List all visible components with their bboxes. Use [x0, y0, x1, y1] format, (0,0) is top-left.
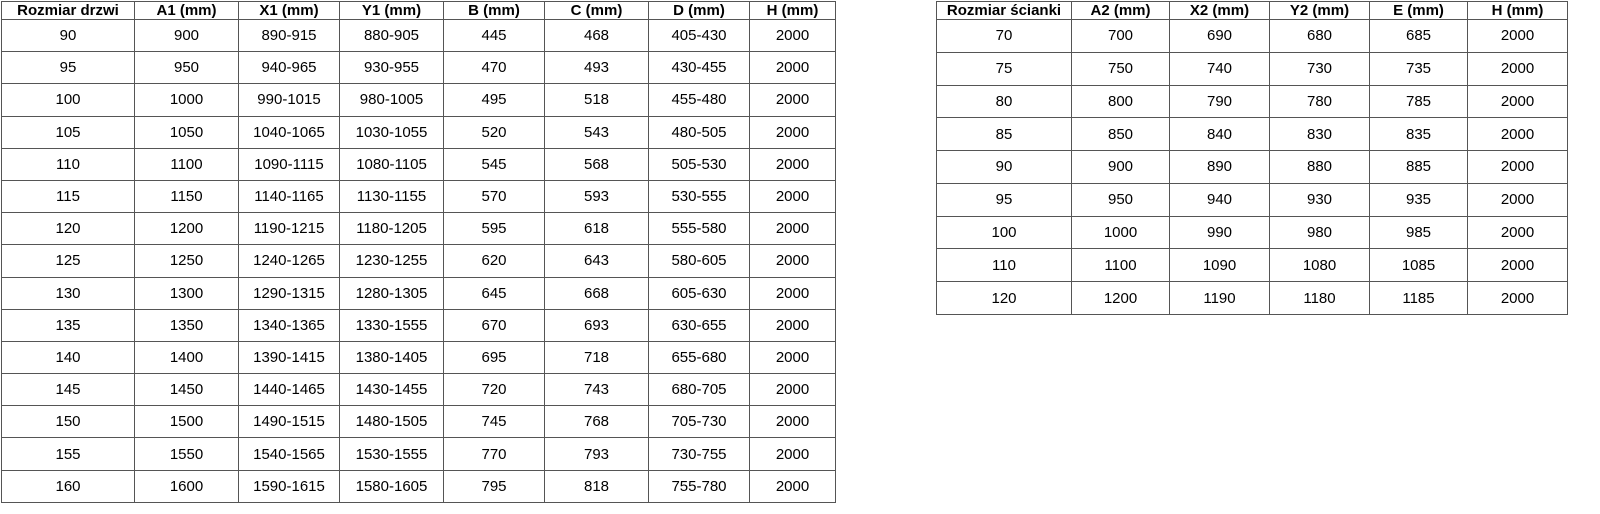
table-cell: 830 — [1270, 118, 1370, 151]
table-cell: 950 — [1072, 183, 1170, 216]
table-row — [2, 148, 836, 180]
table-cell: 718 — [545, 341, 649, 373]
table-cell: 2000 — [750, 406, 836, 438]
table-cell: 80 — [937, 85, 1072, 118]
table-cell: 85 — [937, 118, 1072, 151]
table-cell: 1430-1455 — [340, 374, 444, 406]
table-cell: 835 — [1370, 118, 1468, 151]
table-cell: 1190-1215 — [239, 213, 340, 245]
table-cell: 90 — [2, 20, 135, 52]
table-cell: 1090 — [1170, 249, 1270, 282]
table-cell: 605-630 — [649, 277, 750, 309]
table-cell: 840 — [1170, 118, 1270, 151]
table-cell: 2000 — [750, 245, 836, 277]
table-cell: 1240-1265 — [239, 245, 340, 277]
column-header: D (mm) — [649, 2, 750, 20]
table-cell: 2000 — [1468, 249, 1568, 282]
table-cell: 680-705 — [649, 374, 750, 406]
table-cell: 110 — [937, 249, 1072, 282]
table-cell: 2000 — [750, 277, 836, 309]
table-cell: 468 — [545, 20, 649, 52]
table-cell: 1140-1165 — [239, 180, 340, 212]
table-cell: 985 — [1370, 216, 1468, 249]
table-cell: 850 — [1072, 118, 1170, 151]
table-row — [2, 277, 836, 309]
table-row — [937, 249, 1568, 282]
table-cell: 1085 — [1370, 249, 1468, 282]
table-row — [937, 151, 1568, 184]
table-cell: 150 — [2, 406, 135, 438]
column-header: B (mm) — [444, 2, 545, 20]
table-cell: 930-955 — [340, 52, 444, 84]
column-header: H (mm) — [750, 2, 836, 20]
table-row — [2, 470, 836, 502]
table-cell: 1185 — [1370, 282, 1468, 315]
table-cell: 890-915 — [239, 20, 340, 52]
column-header: C (mm) — [545, 2, 649, 20]
table-cell: 495 — [444, 84, 545, 116]
table-cell: 493 — [545, 52, 649, 84]
table-cell: 2000 — [750, 470, 836, 502]
table-row — [2, 84, 836, 116]
table-header-row — [2, 2, 836, 20]
table-cell: 785 — [1370, 85, 1468, 118]
table-cell: 630-655 — [649, 309, 750, 341]
table-cell: 695 — [444, 341, 545, 373]
table-cell: 935 — [1370, 183, 1468, 216]
table-cell: 115 — [2, 180, 135, 212]
table-cell: 1580-1605 — [340, 470, 444, 502]
table-cell: 1250 — [135, 245, 239, 277]
table-cell: 1090-1115 — [239, 148, 340, 180]
table-row — [937, 20, 1568, 53]
table-cell: 105 — [2, 116, 135, 148]
table-cell: 755-780 — [649, 470, 750, 502]
table-cell: 655-680 — [649, 341, 750, 373]
column-header: A2 (mm) — [1072, 2, 1170, 20]
table-cell: 2000 — [750, 309, 836, 341]
table-cell: 1200 — [135, 213, 239, 245]
table-cell: 1350 — [135, 309, 239, 341]
table-cell: 2000 — [750, 341, 836, 373]
table-cell: 95 — [937, 183, 1072, 216]
table-cell: 793 — [545, 438, 649, 470]
table-cell: 1180-1205 — [340, 213, 444, 245]
table-cell: 940-965 — [239, 52, 340, 84]
table-cell: 705-730 — [649, 406, 750, 438]
table-row — [2, 309, 836, 341]
table-cell: 593 — [545, 180, 649, 212]
table-cell: 505-530 — [649, 148, 750, 180]
table-cell: 1500 — [135, 406, 239, 438]
table-row — [937, 85, 1568, 118]
table-cell: 570 — [444, 180, 545, 212]
table-cell: 2000 — [1468, 183, 1568, 216]
table-cell: 730 — [1270, 52, 1370, 85]
table-cell: 1280-1305 — [340, 277, 444, 309]
table-cell: 145 — [2, 374, 135, 406]
table-cell: 730-755 — [649, 438, 750, 470]
table-cell: 800 — [1072, 85, 1170, 118]
table-cell: 1130-1155 — [340, 180, 444, 212]
door-sizes-table-body — [2, 20, 836, 503]
table-row — [2, 52, 836, 84]
table-cell: 2000 — [1468, 118, 1568, 151]
table-cell: 1050 — [135, 116, 239, 148]
column-header: X1 (mm) — [239, 2, 340, 20]
table-cell: 1030-1055 — [340, 116, 444, 148]
table-cell: 1100 — [135, 148, 239, 180]
table-cell: 668 — [545, 277, 649, 309]
table-cell: 100 — [2, 84, 135, 116]
table-cell: 990-1015 — [239, 84, 340, 116]
table-cell: 1190 — [1170, 282, 1270, 315]
table-header-row — [937, 2, 1568, 20]
table-cell: 70 — [937, 20, 1072, 53]
table-cell: 780 — [1270, 85, 1370, 118]
table-cell: 1040-1065 — [239, 116, 340, 148]
table-cell: 2000 — [750, 52, 836, 84]
table-row — [2, 116, 836, 148]
column-header: H (mm) — [1468, 2, 1568, 20]
table-row — [937, 52, 1568, 85]
table-row — [937, 118, 1568, 151]
table-cell: 740 — [1170, 52, 1270, 85]
table-cell: 543 — [545, 116, 649, 148]
column-header: X2 (mm) — [1170, 2, 1270, 20]
table-cell: 930 — [1270, 183, 1370, 216]
table-cell: 155 — [2, 438, 135, 470]
table-cell: 768 — [545, 406, 649, 438]
table-row — [2, 438, 836, 470]
table-cell: 470 — [444, 52, 545, 84]
table-row — [937, 282, 1568, 315]
table-cell: 580-605 — [649, 245, 750, 277]
column-header: Rozmiar drzwi — [2, 2, 135, 20]
column-header: E (mm) — [1370, 2, 1468, 20]
column-header: A1 (mm) — [135, 2, 239, 20]
table-cell: 818 — [545, 470, 649, 502]
table-cell: 680 — [1270, 20, 1370, 53]
table-cell: 950 — [135, 52, 239, 84]
table-cell: 2000 — [750, 438, 836, 470]
table-row — [2, 406, 836, 438]
table-row — [937, 216, 1568, 249]
table-cell: 1450 — [135, 374, 239, 406]
table-cell: 1480-1505 — [340, 406, 444, 438]
column-header: Y2 (mm) — [1270, 2, 1370, 20]
wall-sizes-table — [936, 1, 1568, 315]
table-cell: 1180 — [1270, 282, 1370, 315]
table-cell: 620 — [444, 245, 545, 277]
table-cell: 980-1005 — [340, 84, 444, 116]
table-row — [937, 183, 1568, 216]
table-cell: 1440-1465 — [239, 374, 340, 406]
table-cell: 890 — [1170, 151, 1270, 184]
table-cell: 2000 — [1468, 52, 1568, 85]
table-cell: 1290-1315 — [239, 277, 340, 309]
table-cell: 90 — [937, 151, 1072, 184]
table-cell: 618 — [545, 213, 649, 245]
table-cell: 568 — [545, 148, 649, 180]
table-cell: 1150 — [135, 180, 239, 212]
table-cell: 140 — [2, 341, 135, 373]
table-cell: 2000 — [750, 148, 836, 180]
table-cell: 980 — [1270, 216, 1370, 249]
table-cell: 990 — [1170, 216, 1270, 249]
table-cell: 1230-1255 — [340, 245, 444, 277]
table-cell: 643 — [545, 245, 649, 277]
table-cell: 2000 — [750, 116, 836, 148]
column-header: Rozmiar ścianki — [937, 2, 1072, 20]
table-cell: 2000 — [750, 180, 836, 212]
table-cell: 480-505 — [649, 116, 750, 148]
table-cell: 645 — [444, 277, 545, 309]
table-cell: 1530-1555 — [340, 438, 444, 470]
table-cell: 1550 — [135, 438, 239, 470]
table-cell: 100 — [937, 216, 1072, 249]
table-cell: 595 — [444, 213, 545, 245]
table-cell: 720 — [444, 374, 545, 406]
table-cell: 2000 — [1468, 20, 1568, 53]
table-cell: 880-905 — [340, 20, 444, 52]
table-cell: 750 — [1072, 52, 1170, 85]
table-cell: 1540-1565 — [239, 438, 340, 470]
table-cell: 160 — [2, 470, 135, 502]
table-cell: 1400 — [135, 341, 239, 373]
table-cell: 520 — [444, 116, 545, 148]
table-cell: 110 — [2, 148, 135, 180]
table-cell: 2000 — [750, 84, 836, 116]
wall-sizes-table-body — [937, 20, 1568, 315]
table-cell: 2000 — [750, 374, 836, 406]
table-cell: 690 — [1170, 20, 1270, 53]
table-cell: 125 — [2, 245, 135, 277]
table-cell: 1340-1365 — [239, 309, 340, 341]
table-cell: 2000 — [1468, 85, 1568, 118]
table-cell: 900 — [1072, 151, 1170, 184]
table-cell: 430-455 — [649, 52, 750, 84]
table-cell: 455-480 — [649, 84, 750, 116]
table-cell: 1080 — [1270, 249, 1370, 282]
table-cell: 1100 — [1072, 249, 1170, 282]
door-sizes-table-header — [2, 2, 836, 20]
table-cell: 1200 — [1072, 282, 1170, 315]
table-cell: 880 — [1270, 151, 1370, 184]
table-row — [2, 341, 836, 373]
table-cell: 518 — [545, 84, 649, 116]
table-cell: 900 — [135, 20, 239, 52]
table-cell: 1000 — [135, 84, 239, 116]
column-header: Y1 (mm) — [340, 2, 444, 20]
table-cell: 2000 — [1468, 151, 1568, 184]
table-cell: 1000 — [1072, 216, 1170, 249]
table-cell: 745 — [444, 406, 545, 438]
table-cell: 1390-1415 — [239, 341, 340, 373]
table-cell: 940 — [1170, 183, 1270, 216]
table-cell: 555-580 — [649, 213, 750, 245]
table-cell: 743 — [545, 374, 649, 406]
table-cell: 120 — [2, 213, 135, 245]
table-cell: 885 — [1370, 151, 1468, 184]
table-cell: 2000 — [750, 213, 836, 245]
table-cell: 530-555 — [649, 180, 750, 212]
table-cell: 1300 — [135, 277, 239, 309]
table-row — [2, 374, 836, 406]
table-cell: 1080-1105 — [340, 148, 444, 180]
table-cell: 405-430 — [649, 20, 750, 52]
table-cell: 670 — [444, 309, 545, 341]
table-cell: 790 — [1170, 85, 1270, 118]
table-cell: 95 — [2, 52, 135, 84]
table-row — [2, 213, 836, 245]
table-cell: 1330-1555 — [340, 309, 444, 341]
table-cell: 445 — [444, 20, 545, 52]
table-cell: 2000 — [1468, 216, 1568, 249]
table-cell: 693 — [545, 309, 649, 341]
table-cell: 2000 — [1468, 282, 1568, 315]
table-cell: 1600 — [135, 470, 239, 502]
table-row — [2, 245, 836, 277]
table-cell: 1490-1515 — [239, 406, 340, 438]
table-row — [2, 20, 836, 52]
table-cell: 75 — [937, 52, 1072, 85]
table-cell: 545 — [444, 148, 545, 180]
table-cell: 1380-1405 — [340, 341, 444, 373]
table-cell: 685 — [1370, 20, 1468, 53]
table-cell: 2000 — [750, 20, 836, 52]
table-cell: 700 — [1072, 20, 1170, 53]
table-cell: 770 — [444, 438, 545, 470]
table-cell: 795 — [444, 470, 545, 502]
table-cell: 735 — [1370, 52, 1468, 85]
table-cell: 135 — [2, 309, 135, 341]
door-sizes-table — [1, 1, 836, 503]
wall-sizes-table-header — [937, 2, 1568, 20]
table-cell: 120 — [937, 282, 1072, 315]
table-row — [2, 180, 836, 212]
table-cell: 1590-1615 — [239, 470, 340, 502]
table-cell: 130 — [2, 277, 135, 309]
